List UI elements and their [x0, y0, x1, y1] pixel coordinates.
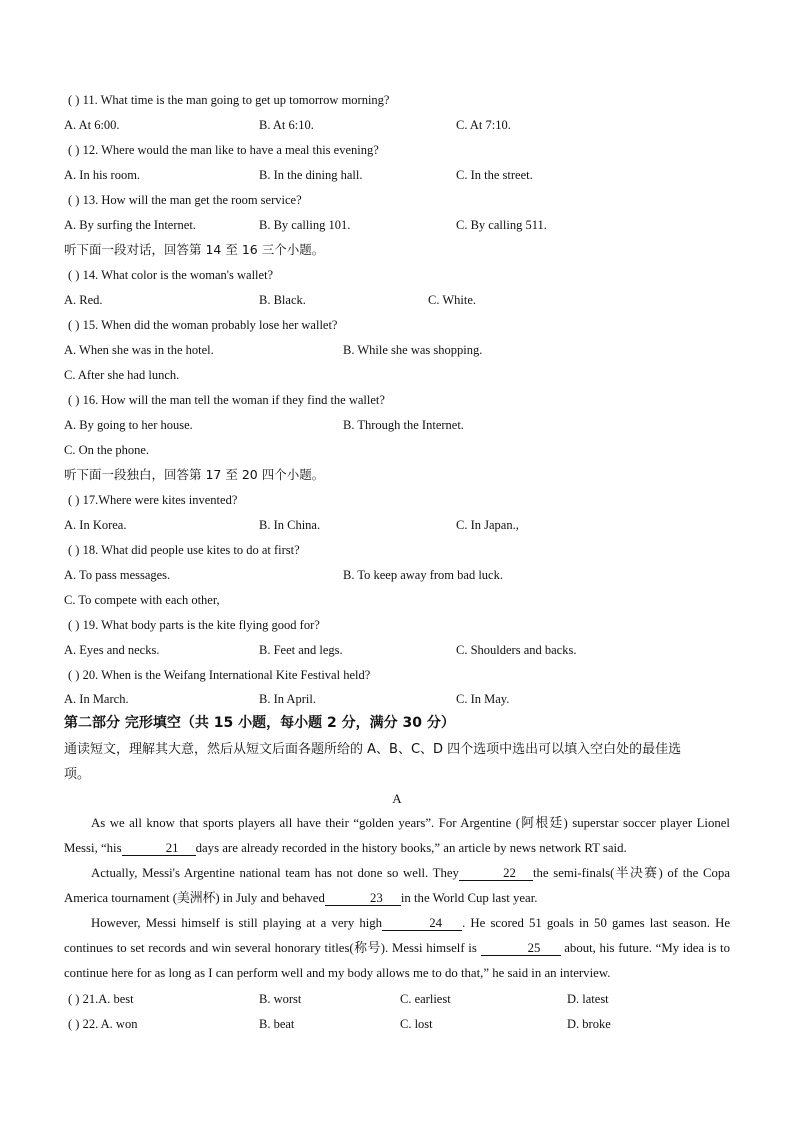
paragraph-3-text-c: about, his future. “My idea is to continue here for as long as I can perform well and my body allows me to do that,” he said in an interview.	[64, 941, 730, 980]
paragraph-2-text-b: the semi-finals(半决赛) of the Copa America tournament (美洲杯) in July and behaved	[64, 866, 730, 905]
question-14-option-b: B. Black.	[259, 293, 306, 307]
question-20-option-b: B. In April.	[259, 692, 316, 706]
question-16-option-c: C. On the phone.	[64, 443, 150, 457]
question-19-stem: ( ) 19. What body parts is the kite flying good for?	[68, 618, 320, 632]
question-12-option-c: C. In the street.	[456, 168, 533, 182]
question-22-option-d: D. broke	[567, 1017, 611, 1031]
question-14-option-c: C. White.	[428, 293, 477, 307]
question-21-option-b: B. worst	[259, 992, 302, 1006]
question-12-option-b: B. In the dining hall.	[259, 168, 363, 182]
question-13-option-a: A. By surfing the Internet.	[64, 218, 196, 232]
passage-paragraph-3	[64, 911, 730, 986]
question-11-option-a: A. At 6:00.	[64, 118, 120, 132]
question-13-stem: ( ) 13. How will the man get the room service?	[68, 193, 302, 207]
question-18-option-b: B. To keep away from bad luck.	[343, 568, 503, 582]
blank-24: 24	[382, 916, 462, 931]
question-16-option-b: B. Through the Internet.	[343, 418, 464, 432]
question-11-stem: ( ) 11. What time is the man going to get up tomorrow morning?	[68, 93, 390, 107]
question-17-option-b: B. In China.	[259, 518, 321, 532]
question-18-option-a: A. To pass messages.	[64, 568, 171, 582]
question-17-stem: ( ) 17.Where were kites invented?	[68, 493, 238, 507]
question-11-option-c: C. At 7:10.	[456, 118, 511, 132]
instruction-dialogue-14-16: 听下面一段对话，回答第 14 至 16 三个小题。	[64, 242, 325, 257]
blank-23: 23	[325, 891, 401, 906]
question-19-option-a: A. Eyes and necks.	[64, 643, 160, 657]
question-12-option-a: A. In his room.	[64, 168, 141, 182]
section-heading-cloze: 第二部分 完形填空（共 15 小题，每小题 2 分，满分 30 分）	[64, 715, 455, 731]
blank-25: 25	[481, 941, 561, 956]
question-18-option-c: C. To compete with each other,	[64, 593, 220, 607]
blank-21: 21	[122, 841, 196, 856]
cloze-instruction-line-2: 项。	[64, 767, 91, 782]
question-21-stem: ( ) 21.A. best	[68, 992, 134, 1006]
question-16-option-a: A. By going to her house.	[64, 418, 193, 432]
paragraph-2-text-c: in the World Cup last year.	[400, 891, 538, 905]
question-19-option-b: B. Feet and legs.	[259, 643, 343, 657]
question-14-option-a: A. Red.	[64, 293, 103, 307]
blank-22: 22	[459, 866, 533, 881]
passage-label: A	[392, 791, 402, 806]
instruction-monologue-17-20: 听下面一段独白，回答第 17 至 20 四个小题。	[64, 467, 325, 482]
question-15-option-c: C. After she had lunch.	[64, 368, 180, 382]
passage-paragraph-1	[64, 811, 730, 861]
question-22-option-c: C. lost	[400, 1017, 433, 1031]
question-20-stem: ( ) 20. When is the Weifang International Kite Festival held?	[68, 668, 371, 682]
question-13-option-c: C. By calling 511.	[456, 218, 547, 232]
question-17-option-a: A. In Korea.	[64, 518, 127, 532]
question-18-stem: ( ) 18. What did people use kites to do at first?	[68, 543, 300, 557]
question-22-option-b: B. beat	[259, 1017, 295, 1031]
paragraph-3-text-a: However, Messi himself is still playing at a very high	[91, 916, 383, 930]
question-20-option-c: C. In May.	[456, 692, 510, 706]
paragraph-1-text-b: days are already recorded in the history books,” an article by news network RT said.	[195, 841, 627, 855]
paragraph-2-text-a: Actually, Messi's Argentine national team has not done so well. They	[91, 866, 459, 880]
question-20-option-a: A. In March.	[64, 692, 129, 706]
passage-paragraph-2	[64, 861, 730, 911]
paragraph-3-text-b: . He scored 51 goals in 50 games last season. He continues to set records and win several honorary titles(称号). Messi himself is	[64, 916, 730, 955]
question-12-stem: ( ) 12. Where would the man like to have a meal this evening?	[68, 143, 379, 157]
paragraph-1-text-a: As we all know that sports players all have their “golden years”. For Argentine (阿根廷) superstar soccer player Lionel Messi, “his	[64, 816, 730, 855]
question-15-option-a: A. When she was in the hotel.	[64, 343, 214, 357]
question-15-stem: ( ) 15. When did the woman probably lose her wallet?	[68, 318, 338, 332]
question-19-option-c: C. Shoulders and backs.	[456, 643, 577, 657]
question-14-stem: ( ) 14. What color is the woman's wallet?	[68, 268, 274, 282]
cloze-instruction-line-1: 通读短文，理解其大意，然后从短文后面各题所给的 A、B、C、D 四个选项中选出可以填入空白处的最佳选	[64, 742, 682, 757]
question-21-option-d: D. latest	[567, 992, 609, 1006]
question-15-option-b: B. While she was shopping.	[343, 343, 483, 357]
question-16-stem: ( ) 16. How will the man tell the woman if they find the wallet?	[68, 393, 385, 407]
question-11-option-b: B. At 6:10.	[259, 118, 314, 132]
question-17-option-c: C. In Japan.,	[456, 518, 519, 532]
question-22-stem: ( ) 22. A. won	[68, 1017, 138, 1031]
question-21-option-c: C. earliest	[400, 992, 451, 1006]
question-13-option-b: B. By calling 101.	[259, 218, 351, 232]
